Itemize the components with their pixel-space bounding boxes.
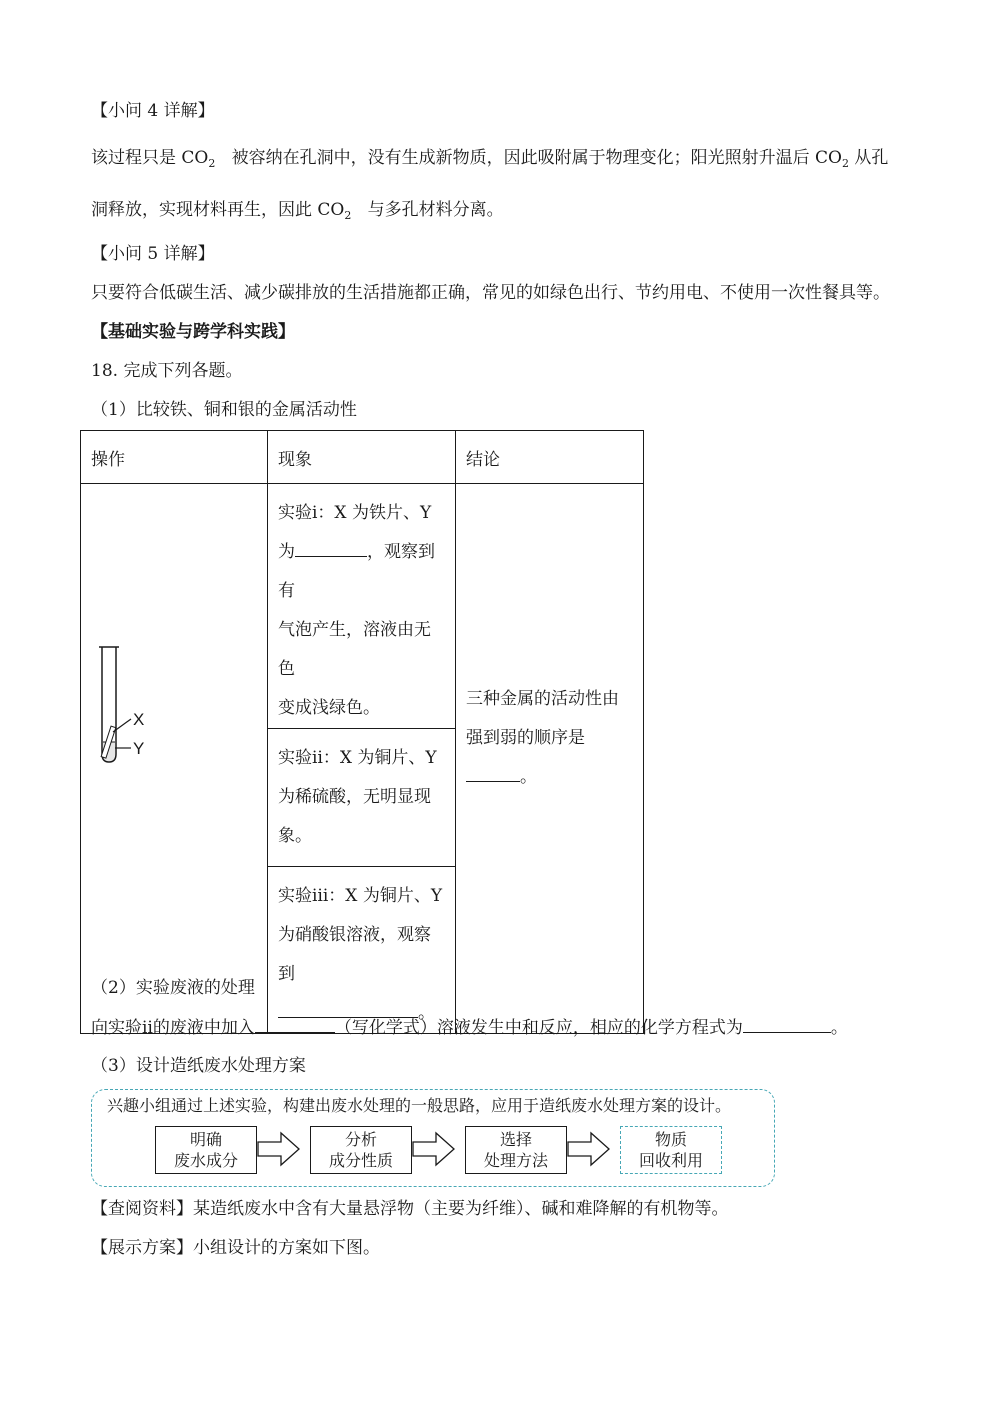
flow-arrow-icon <box>567 1130 611 1168</box>
plan-paragraph: 【展示方案】小组设计的方案如下图。 <box>91 1238 380 1258</box>
experiment-3-cell: 实验ⅲ：X 为铜片、Y 为硝酸银溶液，观察到 。 <box>268 867 456 1034</box>
answer-blank-conclusion[interactable] <box>466 764 520 782</box>
tube-label-y: Y <box>133 739 145 758</box>
flow-step-select: 选择 处理方法 <box>465 1126 567 1174</box>
question-18-stem: 18. 完成下列各题。 <box>91 361 243 381</box>
answer-blank-exp1[interactable] <box>295 539 367 557</box>
header-conclusion: 结论 <box>456 431 644 484</box>
flow-step-analyze: 分析 成分性质 <box>310 1126 412 1174</box>
tube-label-x: X <box>133 710 145 729</box>
part3-title: （3）设计造纸废水处理方案 <box>91 1056 306 1076</box>
test-tube-diagram <box>89 642 209 782</box>
flow-arrow-icon <box>412 1130 456 1168</box>
q4-paragraph-line1: 该过程只是 $CO_2$ 被容纳在孔洞中，没有生成新物质，因此吸附属于物理变化；阳光照射升温后 $CO_2$ 从孔 <box>91 148 889 170</box>
answer-blank-equation[interactable] <box>743 1015 831 1033</box>
q4-paragraph-line2: 洞释放，实现材料再生，因此 $CO_2$ 与多孔材料分离。 <box>91 200 504 222</box>
q4-heading: 【小问 4 详解】 <box>91 101 215 121</box>
flowchart-intro: 兴趣小组通过上述实验，构建出废水处理的一般思路，应用于造纸废水处理方案的设计。 <box>107 1096 732 1115</box>
part2-question: 向实验ⅱ的废液中加入 （写化学式）溶液发生中和反应，相应的化学方程式为 。 <box>91 1015 848 1040</box>
operation-cell <box>81 484 268 1034</box>
answer-blank-formula[interactable] <box>255 1015 335 1033</box>
experiment-2-cell: 实验ⅱ：X 为铜片、Y 为稀硫酸，无明显现 象。 <box>268 729 456 867</box>
section-title: 【基础实验与跨学科实践】 <box>91 322 295 342</box>
info-paragraph: 【查阅资料】某造纸废水中含有大量悬浮物（主要为纤维）、碱和难降解的有机物等。 <box>91 1199 729 1219</box>
test-tube-icon <box>99 647 131 762</box>
flow-step-recycle: 物质 回收利用 <box>620 1126 722 1174</box>
experiment-table <box>80 430 644 1034</box>
part1-title: （1）比较铁、铜和银的金属活动性 <box>91 400 357 420</box>
q5-heading: 【小问 5 详解】 <box>91 244 215 264</box>
experiment-1-cell: 实验ⅰ：X 为铁片、Y 为 ，观察到有 气泡产生，溶液由无色 变成浅绿色。 <box>268 484 456 729</box>
header-operation: 操作 <box>81 431 268 484</box>
q5-paragraph: 只要符合低碳生活、减少碳排放的生活措施都正确，常见的如绿色出行、节约用电、不使用一次性餐具等。 <box>91 283 890 303</box>
conclusion-cell: 三种金属的活动性由 强到弱的顺序是 。 <box>456 484 644 1034</box>
flow-arrow-icon <box>257 1130 301 1168</box>
header-phenomenon: 现象 <box>268 431 456 484</box>
part2-title: （2）实验废液的处理 <box>91 978 255 998</box>
flow-step-identify: 明确 废水成分 <box>155 1126 257 1174</box>
